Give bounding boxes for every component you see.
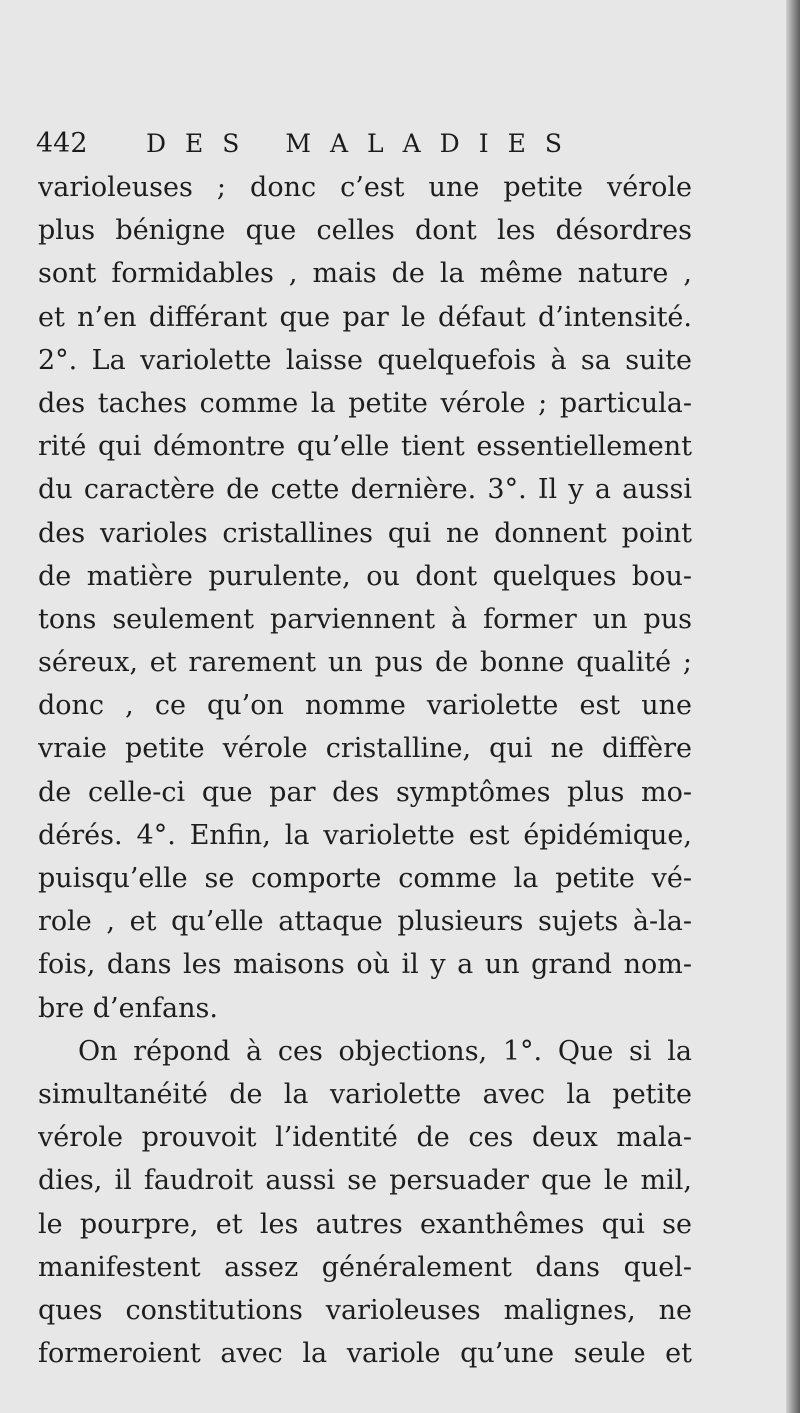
- text-line: et n’en différant que par le défaut d’intensité.: [38, 301, 692, 333]
- page-number: 442: [36, 128, 88, 159]
- text-line: du caractère de cette dernière. 3°. Il y a aussi: [38, 474, 692, 506]
- text-line: varioleuses ; donc c’est une petite vérole: [38, 172, 692, 203]
- text-line: 2°. La variolette laisse quelquefois à sa suite: [38, 344, 692, 376]
- text-line: tons seulement parviennent à former un pus: [38, 603, 692, 635]
- text-line: rité qui démontre qu’elle tient essentiellement: [38, 431, 692, 463]
- text-line: séreux, et rarement un pus de bonne qualité ;: [38, 647, 692, 679]
- text-line: des varioles cristallines qui ne donnent point: [38, 517, 692, 549]
- text-line: des taches comme la petite vérole ; particula-: [38, 387, 692, 419]
- page-header: [36, 122, 596, 166]
- text-line: bre d’enfans.: [38, 992, 218, 1024]
- text-line: le pourpre, et les autres exanthêmes qui se: [38, 1208, 692, 1240]
- text-line: puisqu’elle se comporte comme la petite vé-: [38, 863, 692, 894]
- page-gutter-edge: [786, 0, 800, 1413]
- text-line: fois, dans les maisons où il y a un grand nom-: [38, 949, 692, 981]
- text-line: donc , ce qu’on nomme variolette est une: [38, 690, 692, 722]
- text-line: vérole prouvoit l’identité de ces deux mala-: [38, 1122, 692, 1154]
- text-line: manifestent assez généralement dans quel-: [38, 1251, 692, 1283]
- text-line: On répond à ces objections, 1°. Que si la: [78, 1035, 692, 1067]
- text-line: ques constitutions varioleuses malignes, ne: [38, 1294, 692, 1326]
- text-line: plus bénigne que celles dont les désordres: [38, 215, 692, 247]
- running-title: DES MALADIES: [146, 129, 581, 158]
- text-line: formeroient avec la variole qu’une seule et: [38, 1338, 692, 1370]
- body-text: [38, 166, 692, 1375]
- text-line: dérés. 4°. Enfin, la variolette est épidémique,: [38, 819, 692, 851]
- text-line: simultanéité de la variolette avec la petite: [38, 1078, 692, 1110]
- text-line: de celle-ci que par des symptômes plus mo-: [38, 776, 692, 808]
- text-line: vraie petite vérole cristalline, qui ne diffère: [38, 733, 692, 765]
- text-line: role , et qu’elle attaque plusieurs sujets à-la-: [38, 906, 692, 938]
- text-line: de matière purulente, ou dont quelques bou-: [38, 560, 692, 592]
- text-line: sont formidables , mais de la même nature ,: [38, 258, 692, 290]
- text-line: dies, il faudroit aussi se persuader que le mil,: [38, 1165, 692, 1197]
